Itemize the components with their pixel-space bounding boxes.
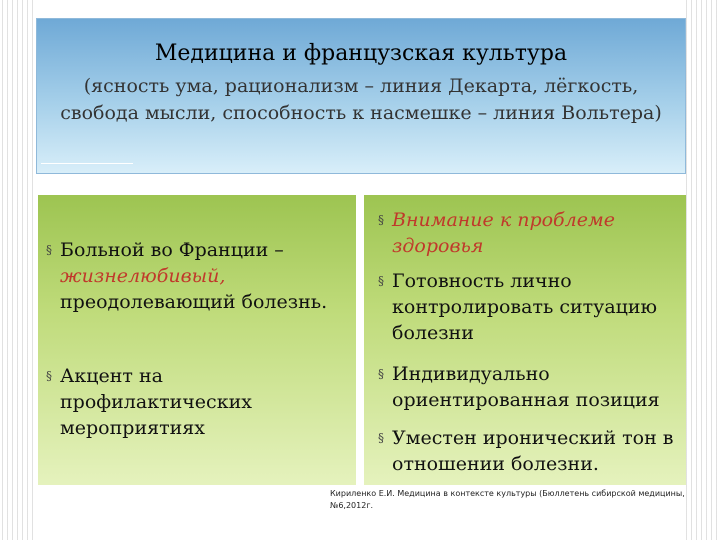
slide-subtitle: (ясность ума, рационализм – линия Декарта, лёгкость, свобода мысли, способность к насмешке – линия Вольтера) [60, 75, 662, 124]
citation-text: Кириленко Е.И. Медицина в контексте культуры (Бюллетень сибирской медицины, №6,2012г. [330, 489, 685, 510]
right-item-1-text: Внимание к проблеме здоровья [392, 209, 615, 257]
decorative-edge-right [684, 0, 720, 540]
left-item-2 [46, 363, 276, 441]
right-item-4-text: Уместен иронический тон в отношении болезни. [392, 427, 674, 475]
bullet-icon: § [378, 213, 384, 227]
bullet-icon: § [46, 243, 52, 257]
left-item-2-text: Акцент на профилактических мероприятиях [60, 365, 252, 439]
left-panel [38, 195, 356, 485]
bullet-icon: § [46, 369, 52, 383]
left-item-1-italic: жизнелюбивый, [60, 265, 226, 287]
left-item-1 [46, 237, 346, 315]
right-item-2-text: Готовность лично контролировать ситуацию болезни [392, 270, 658, 344]
title-box [36, 18, 686, 174]
divider-line [41, 163, 133, 164]
left-item-1-text: Больной во Франции – [60, 239, 284, 261]
bullet-icon: § [378, 431, 384, 445]
bullet-icon: § [378, 274, 384, 288]
right-item-1 [378, 207, 668, 259]
decorative-edge-left [0, 0, 36, 540]
right-panel [364, 195, 686, 485]
right-item-2 [378, 268, 678, 346]
bullet-icon: § [378, 367, 384, 381]
right-item-4 [378, 425, 682, 477]
left-item-1-text-end: преодолевающий болезнь. [60, 291, 328, 313]
slide-title: Медицина и французская культура [154, 41, 568, 66]
right-item-3-text: Индивидуально ориентированная позиция [392, 363, 660, 411]
right-item-3 [378, 361, 678, 413]
